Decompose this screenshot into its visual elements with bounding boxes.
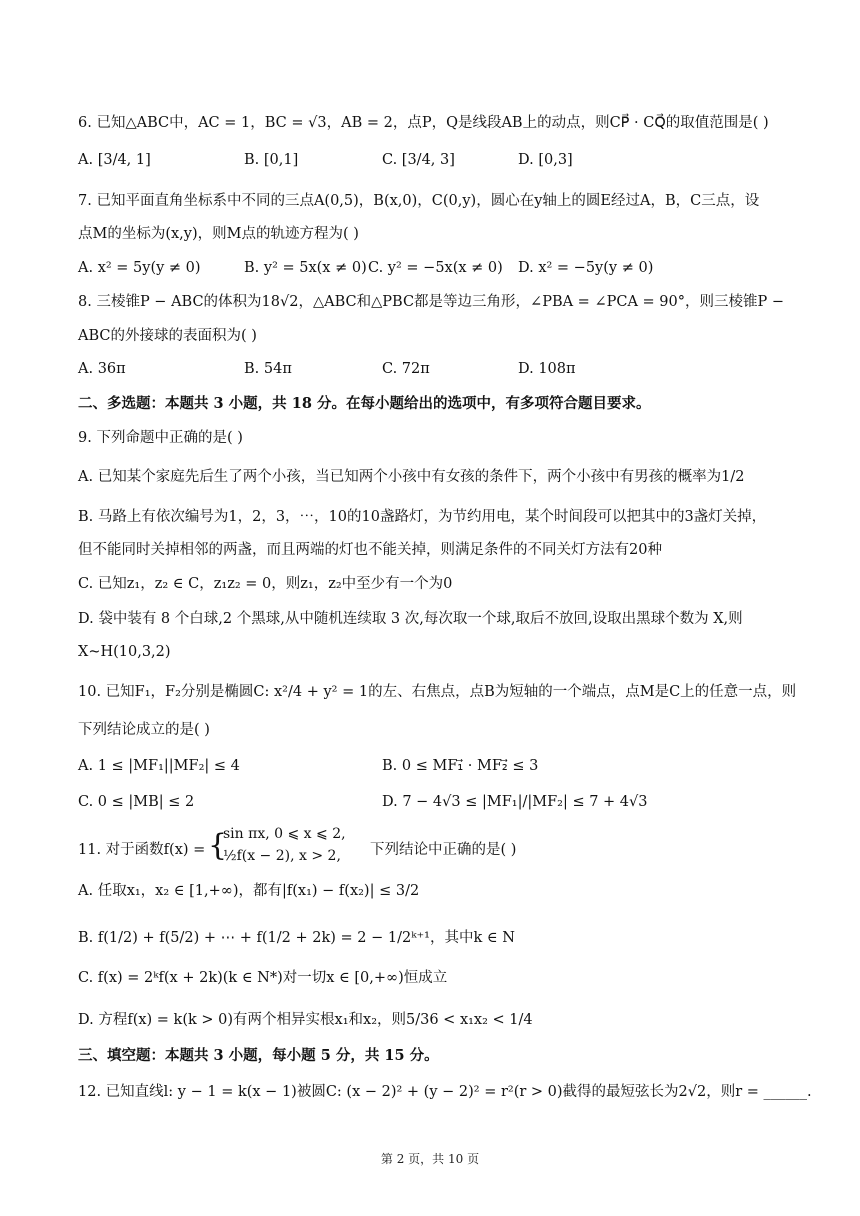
q10-option-b: B. 0 ≤ MF₁⃗ · MF₂⃗ ≤ 3 bbox=[382, 758, 539, 774]
q9-option-b-line1: B. 马路上有依次编号为1，2，3，⋯，10的10盏路灯，为节约用电，某个时间段可以把其中的3盏灯关掉， bbox=[78, 509, 767, 525]
q10-option-c: C. 0 ≤ |MB| ≤ 2 bbox=[78, 794, 195, 810]
q6-option-d: D. [0,3] bbox=[518, 152, 573, 168]
q11-case-1: sin πx, 0 ⩽ x ⩽ 2, bbox=[223, 826, 346, 842]
q7-option-a: A. x² = 5y(y ≠ 0) bbox=[78, 260, 201, 276]
q10-stem-line2: 下列结论成立的是( ) bbox=[78, 722, 210, 738]
piecewise-brace: { bbox=[208, 828, 228, 863]
q6-option-a: A. [3/4, 1] bbox=[78, 152, 151, 168]
q7-option-d: D. x² = −5y(y ≠ 0) bbox=[518, 260, 654, 276]
q12-stem: 12. 已知直线l: y − 1 = k(x − 1)被圆C: (x − 2)² + (y − 2)² = r²(r > 0)截得的最短弦长为2√2，则r = ______. bbox=[78, 1084, 812, 1100]
q11-case-2: ½f(x − 2), x > 2, bbox=[223, 848, 341, 864]
q10-option-d: D. 7 − 4√3 ≤ |MF₁|/|MF₂| ≤ 7 + 4√3 bbox=[382, 794, 648, 810]
q9-option-d-line1: D. 袋中装有 8 个白球,2 个黑球,从中随机连续取 3 次,每次取一个球,取后不放回,设取出黑球个数为 X,则 bbox=[78, 611, 743, 627]
q7-stem-line2: 点M的坐标为(x,y)，则M点的轨迹方程为( ) bbox=[78, 226, 359, 242]
q6-option-c: C. [3/4, 3] bbox=[382, 152, 455, 168]
q6-option-b: B. [0,1] bbox=[244, 152, 299, 168]
q10-stem-line1: 10. 已知F₁，F₂分别是椭圆C: x²/4 + y² = 1的左、右焦点，点B为短轴的一个端点，点M是C上的任意一点，则 bbox=[78, 684, 797, 700]
q9-option-c: C. 已知z₁，z₂ ∈ C，z₁z₂ = 0，则z₁，z₂中至少有一个为0 bbox=[78, 576, 453, 592]
q11-stem-tail: 下列结论中正确的是( ) bbox=[370, 842, 517, 858]
q11-option-c: C. f(x) = 2ᵏf(x + 2k)(k ∈ N*)对一切x ∈ [0,+∞)恒成立 bbox=[78, 970, 448, 986]
q9-stem: 9. 下列命题中正确的是( ) bbox=[78, 430, 243, 446]
q11-stem-lead: 11. 对于函数f(x) = bbox=[78, 842, 206, 858]
q8-option-b: B. 54π bbox=[244, 361, 292, 377]
q8-option-c: C. 72π bbox=[382, 361, 430, 377]
q9-option-b-line2: 但不能同时关掉相邻的两盏，而且两端的灯也不能关掉，则满足条件的不同关灯方法有20种 bbox=[78, 542, 662, 558]
q9-option-d-line2: X~H(10,3,2) bbox=[78, 644, 171, 660]
q7-stem-line1: 7. 已知平面直角坐标系中不同的三点A(0,5)，B(x,0)，C(0,y)，圆心在y轴上的圆E经过A，B，C三点，设 bbox=[78, 193, 760, 209]
q11-option-b: B. f(1/2) + f(5/2) + ⋯ + f(1/2 + 2k) = 2 − 1/2ᵏ⁺¹，其中k ∈ N bbox=[78, 930, 515, 946]
q6-stem: 6. 已知△ABC中，AC = 1，BC = √3，AB = 2，点P，Q是线段AB上的动点，则CP⃗ · CQ⃗的取值范围是( ) bbox=[78, 115, 769, 131]
q11-option-d: D. 方程f(x) = k(k > 0)有两个相异实根x₁和x₂，则5/36 < x₁x₂ < 1/4 bbox=[78, 1012, 533, 1028]
page-footer: 第 2 页，共 10 页 bbox=[380, 1152, 480, 1166]
section-heading-multiple-choice: 二、多选题：本题共 3 小题，共 18 分。在每小题给出的选项中，有多项符合题目要求。 bbox=[78, 395, 651, 412]
q9-option-a: A. 已知某个家庭先后生了两个小孩，当已知两个小孩中有女孩的条件下，两个小孩中有男孩的概率为1/2 bbox=[78, 469, 745, 485]
q8-stem-line2: ABC的外接球的表面积为( ) bbox=[78, 328, 257, 344]
q7-option-c: C. y² = −5x(x ≠ 0) bbox=[368, 260, 503, 276]
q7-option-b: B. y² = 5x(x ≠ 0) bbox=[244, 260, 367, 276]
q8-option-d: D. 108π bbox=[518, 361, 576, 377]
section-heading-fill-in: 三、填空题：本题共 3 小题，每小题 5 分，共 15 分。 bbox=[78, 1047, 439, 1064]
q8-stem-line1: 8. 三棱锥P − ABC的体积为18√2，△ABC和△PBC都是等边三角形，∠PBA = ∠PCA = 90°，则三棱锥P − bbox=[78, 294, 784, 310]
q8-option-a: A. 36π bbox=[78, 361, 126, 377]
q10-option-a: A. 1 ≤ |MF₁||MF₂| ≤ 4 bbox=[78, 758, 240, 774]
q11-option-a: A. 任取x₁，x₂ ∈ [1,+∞)，都有|f(x₁) − f(x₂)| ≤ 3/2 bbox=[78, 883, 420, 899]
